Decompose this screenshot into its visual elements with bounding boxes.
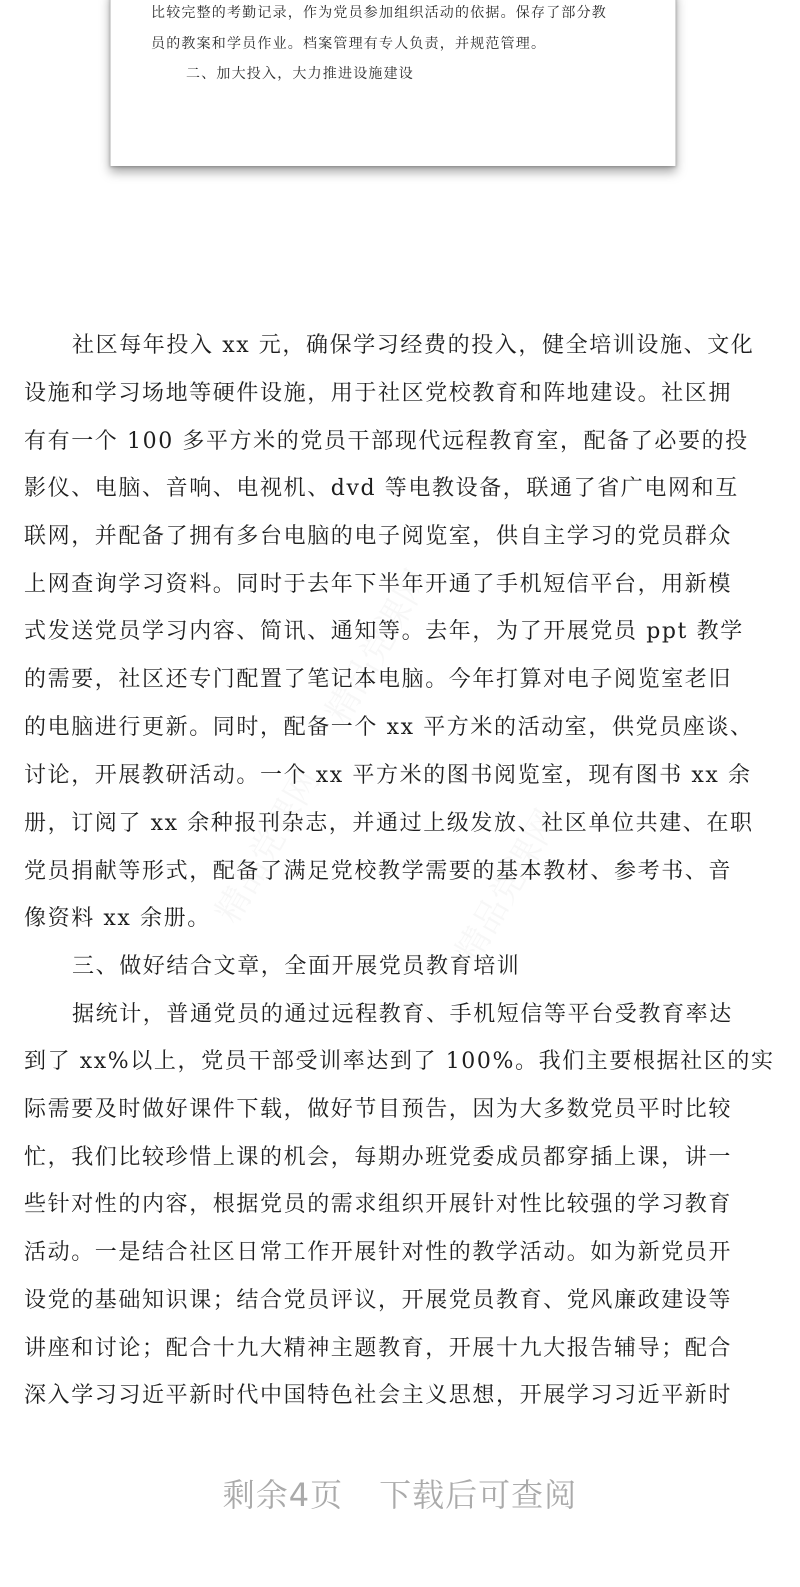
paragraph-line: 据统计，普通党员的通过远程教育、手机短信等平台受教育率达 xyxy=(72,1002,733,1027)
preview-page-card xyxy=(110,0,676,166)
paragraph-line: 活动。一是结合社区日常工作开展针对性的教学活动。如为新党员开 xyxy=(24,1240,733,1265)
paragraph-line: 式发送党员学习内容、简讯、通知等。去年，为了开展党员 ppt 教学 xyxy=(24,619,744,644)
preview-text-line: 比较完整的考勤记录，作为党员参加组织活动的依据。保存了部分教 xyxy=(151,5,607,21)
paragraph-line: 些针对性的内容，根据党员的需求组织开展针对性比较强的学习教育 xyxy=(24,1192,733,1217)
paragraph-line: 到了 xx%以上，党员干部受训率达到了 100%。我们主要根据社区的实 xyxy=(24,1049,775,1074)
paragraph-line: 的电脑进行更新。同时，配备一个 xx 平方米的活动室，供党员座谈、 xyxy=(24,715,754,740)
paragraph-line: 设施和学习场地等硬件设施，用于社区党校教育和阵地建设。社区拥 xyxy=(24,381,733,406)
paragraph-line: 册，订阅了 xx 余种报刊杂志，并通过上级发放、社区单位共建、在职 xyxy=(24,811,754,836)
preview-section-heading: 二、加大投入，大力推进设施建设 xyxy=(186,66,414,82)
paragraph-line: 有有一个 100 多平方米的党员干部现代远程教育室，配备了必要的投 xyxy=(24,429,749,454)
paragraph-line: 联网，并配备了拥有多台电脑的电子阅览室，供自主学习的党员群众 xyxy=(24,524,733,549)
download-hint-label: 下载后可查阅 xyxy=(379,1476,578,1514)
paragraph-line: 讨论，开展教研活动。一个 xx 平方米的图书阅览室，现有图书 xx 余 xyxy=(24,763,752,788)
watermark: 精品党课网 xyxy=(318,562,438,730)
paragraph-line: 影仪、电脑、音响、电视机、dvd 等电教设备，联通了省广电网和互 xyxy=(24,476,739,501)
section-heading: 三、做好结合文章，全面开展党员教育培训 xyxy=(72,954,521,979)
paragraph-line: 的需要，社区还专门配置了笔记本电脑。今年打算对电子阅览室老旧 xyxy=(24,667,733,692)
download-prompt[interactable] xyxy=(0,1470,800,1516)
paragraph-line: 设党的基础知识课；结合党员评议，开展党员教育、党风廉政建设等 xyxy=(24,1288,733,1313)
paragraph-line: 社区每年投入 xx 元，确保学习经费的投入，健全培训设施、文化 xyxy=(72,333,755,358)
paragraph-line: 忙，我们比较珍惜上课的机会，每期办班党委成员都穿插上课，讲一 xyxy=(24,1145,733,1170)
paragraph-line: 深入学习习近平新时代中国特色社会主义思想，开展学习习近平新时 xyxy=(24,1383,733,1408)
paragraph-line: 际需要及时做好课件下载，做好节目预告，因为大多数党员平时比较 xyxy=(24,1097,733,1122)
watermark: 精品党课网 xyxy=(208,762,328,930)
preview-text-line: 员的教案和学员作业。档案管理有专人负责，并规范管理。 xyxy=(151,36,547,52)
paragraph-line: 讲座和讨论；配合十九大精神主题教育，开展十九大报告辅导；配合 xyxy=(24,1336,733,1361)
remaining-pages-label: 剩余4页 xyxy=(222,1476,344,1514)
paragraph-line: 上网查询学习资料。同时于去年下半年开通了手机短信平台，用新模 xyxy=(24,572,733,597)
paragraph-line: 像资料 xx 余册。 xyxy=(24,906,211,931)
watermark: 精品党课网 xyxy=(448,802,568,970)
paragraph-line: 党员捐献等形式，配备了满足党校教学需要的基本教材、参考书、音 xyxy=(24,859,733,884)
